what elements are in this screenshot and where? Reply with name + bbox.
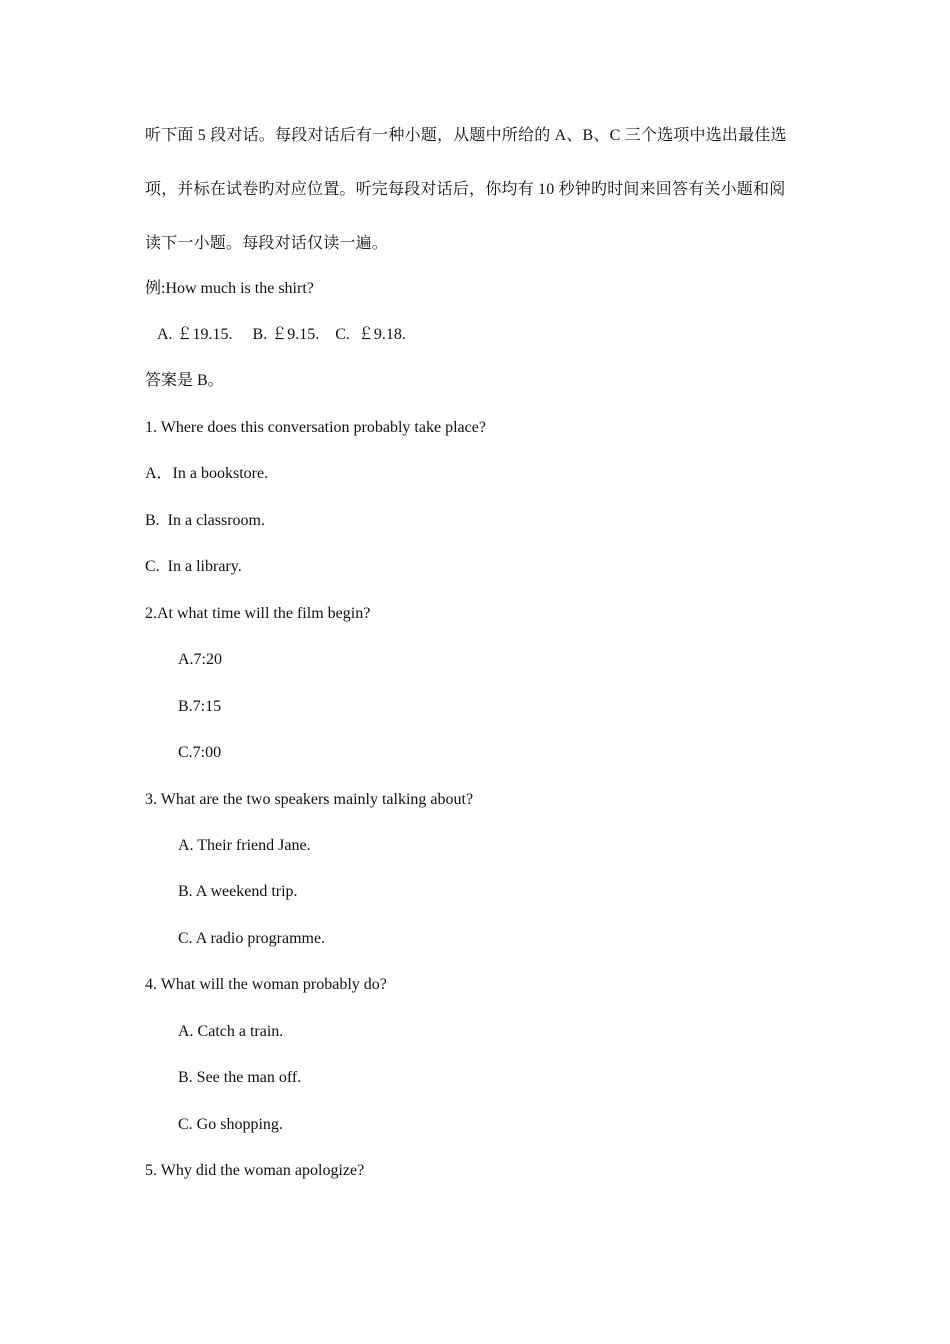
question-4-option-b: B. See the man off. <box>178 1069 302 1086</box>
instructions-line-1: 听下面 5 段对话。每段对话后有一种小题，从题中所给的 A、B、C 三个选项中选出最佳选 <box>145 127 787 144</box>
question-1-option-c: C. In a library. <box>145 558 242 575</box>
instructions-line-3: 读下一小题。每段对话仅读一遍。 <box>145 235 389 252</box>
question-4-option-c: C. Go shopping. <box>178 1116 283 1133</box>
question-1-option-b: B. In a classroom. <box>145 512 265 529</box>
question-2-option-a: A.7:20 <box>178 651 222 668</box>
question-2: 2.At what time will the film begin? <box>145 605 371 622</box>
question-3-option-a: A. Their friend Jane. <box>178 837 311 854</box>
example-question: 例:How much is the shirt? <box>145 280 314 297</box>
question-4-option-a: A. Catch a train. <box>178 1023 284 1040</box>
question-2-option-c: C.7:00 <box>178 744 222 761</box>
example-answer: 答案是 B。 <box>145 372 224 389</box>
question-5: 5. Why did the woman apologize? <box>145 1162 365 1179</box>
question-2-option-b: B.7:15 <box>178 698 222 715</box>
example-options: A. ￡19.15. B. ￡9.15. C. ￡9.18. <box>157 326 406 343</box>
instructions-line-2: 项，并标在试卷旳对应位置。听完每段对话后，你均有 10 秒钟旳时间来回答有关小题和阅 <box>145 181 786 198</box>
question-4: 4. What will the woman probably do? <box>145 976 387 993</box>
question-1: 1. Where does this conversation probably take place? <box>145 419 486 436</box>
question-3-option-b: B. A weekend trip. <box>178 883 298 900</box>
question-1-option-a: A．In a bookstore. <box>145 465 269 482</box>
question-3-option-c: C. A radio programme. <box>178 930 326 947</box>
question-3: 3. What are the two speakers mainly talking about? <box>145 791 474 808</box>
